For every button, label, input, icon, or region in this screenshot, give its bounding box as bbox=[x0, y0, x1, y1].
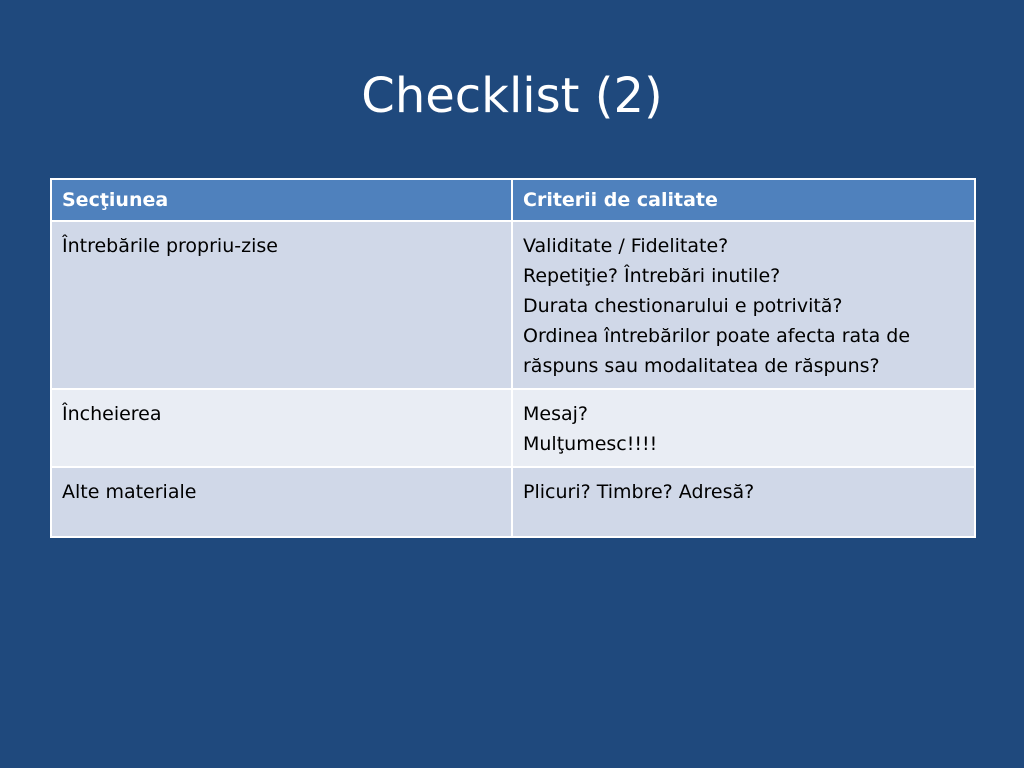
row-1-section: Întrebările propriu-zise bbox=[51, 221, 512, 389]
criteria-line: Validitate / Fidelitate? bbox=[523, 235, 729, 257]
row-3-section: Alte materiale bbox=[51, 467, 512, 537]
criteria-line: Mulţumesc!!!! bbox=[523, 433, 658, 455]
criteria-line: Durata chestionarului e potrivită? bbox=[523, 295, 843, 317]
criteria-line: Ordinea întrebărilor poate afecta rata de răspuns sau modalitatea de răspuns? bbox=[523, 325, 911, 377]
row-2-criteria bbox=[512, 389, 975, 467]
row-1-criteria bbox=[512, 221, 975, 389]
criteria-line: Plicuri? Timbre? Adresă? bbox=[523, 481, 755, 503]
table-row bbox=[51, 467, 975, 537]
table-row bbox=[51, 389, 975, 467]
header-section: Secţiunea bbox=[51, 179, 512, 221]
row-2-section: Încheierea bbox=[51, 389, 512, 467]
checklist-table bbox=[50, 178, 976, 538]
table-header-row bbox=[51, 179, 975, 221]
criteria-line: Repetiţie? Întrebări inutile? bbox=[523, 265, 781, 287]
slide-title: Checklist (2) bbox=[361, 68, 663, 124]
row-3-criteria bbox=[512, 467, 975, 537]
criteria-line: Mesaj? bbox=[523, 403, 588, 425]
header-criteria: Criterii de calitate bbox=[512, 179, 975, 221]
table-row bbox=[51, 221, 975, 389]
